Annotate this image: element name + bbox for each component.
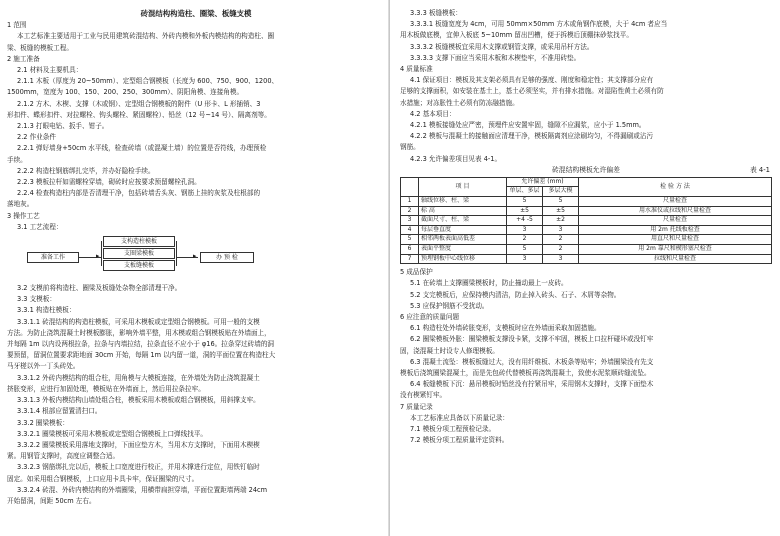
- row-method: 拉线和尺量检查: [579, 254, 772, 264]
- row-number: 5: [401, 235, 419, 245]
- row-item: 轴线位移、柱、梁: [419, 197, 507, 207]
- text-line: 3.3.3.3 支撑下面应当采用木板和木楔垫牢，不准用砖垫。: [410, 53, 581, 62]
- header-item: 项 目: [419, 177, 507, 196]
- text-line: 固，浇混凝土时设专人修理模板。: [400, 346, 499, 355]
- table-body: [401, 197, 772, 264]
- row-number: 7: [401, 254, 419, 264]
- row-number: 2: [401, 206, 419, 216]
- text-line: 2.2 作业条件: [17, 133, 56, 142]
- text-line: 4.2 基本项目：: [410, 109, 456, 118]
- text-line: 3.3.2.3 钢筋绑扎完以后，模板上口宽度进行校正，并用木撑进行定位，用铁钉临时: [17, 463, 260, 472]
- text-line: 用木板做底模，宜伸入板底 5~10mm 留出凹槽，便于拆模后顶棚抹砂浆找平。: [400, 31, 633, 40]
- row-item: 每层垂直度: [419, 225, 507, 235]
- text-line: 3.3.1 构造柱模板：: [17, 306, 76, 315]
- table-row: [401, 245, 772, 255]
- table-header-row: [401, 177, 772, 187]
- row-tolerance-large: 3: [543, 225, 579, 235]
- row-tolerance-single: 3: [507, 225, 543, 235]
- table-row: [401, 216, 772, 226]
- text-line: 模板后浇筑圈梁混凝土，而是先包砖代替模板再浇筑混凝土，致使水泥浆顺砖缝流坠。: [400, 369, 651, 378]
- text-line: 4.2.1 模板接缝处应严密，预埋件应安置牢固，缝隙不应漏浆，应小于 1.5mm。: [410, 121, 646, 130]
- text-line: 5.3 应保护钢筋不受扰动。: [410, 301, 489, 310]
- text-line: 4.1 保证项目：模板及其支架必须具有足够的强度、刚度和稳定性；其支撑部分应有: [410, 76, 654, 85]
- table-row: [401, 197, 772, 207]
- tolerance-table: [400, 177, 772, 264]
- text-line: 6.3 混凝土流坠：模板板缝过大，没有用纤维板、木板条等贴牢；外墙圈梁没有先支: [410, 357, 654, 366]
- row-number: 4: [401, 225, 419, 235]
- text-line: 落地灰。: [7, 200, 34, 209]
- text-line: 2.2.4 检查构造柱内部是否清理干净，包括砖墙舌头灰、钢筋上挂的灰浆及柱根部的: [17, 189, 261, 198]
- flow-bracket-left: [101, 241, 102, 266]
- text-line: 2.1.2 方木、木楔、支撑（木或钢）、定型组合钢模板的附件（U 形卡、L 形插销、3: [17, 99, 261, 108]
- row-number: 1: [401, 197, 419, 207]
- text-line: 固定。如采用组合钢模板，上口应用卡具卡牢，保证圈梁的尺寸。: [7, 474, 199, 483]
- header-tolerance: 允许偏差 (mm): [507, 177, 579, 187]
- text-line: 2.1.3 打眼电钻、扳手、钳子。: [17, 122, 109, 131]
- text-line: 要预留，留洞位置要求距地面 30cm 开始，每隔 1m 以内留一道，洞的平面位置在构造柱大: [7, 351, 276, 360]
- table-row: [401, 254, 772, 264]
- text-line: 7 质量记录: [400, 402, 433, 411]
- text-line: 3.3.3.1 板缝宽度为 4cm，可用 50mm×50mm 方木或角钢作底模，大于 4cm 者应当: [410, 20, 668, 29]
- row-item: 截面尺寸、柱、梁: [419, 216, 507, 226]
- table-caption: [400, 165, 772, 176]
- arrow-right-icon: ▸: [96, 252, 100, 261]
- row-tolerance-large: 3: [543, 254, 579, 264]
- text-line: 4.2.3 允许偏差项目见表 4-1。: [410, 154, 502, 163]
- left-text-block-a: [7, 20, 385, 233]
- header-single-multi: 单层、多层: [507, 187, 543, 197]
- text-line: 并每隔 1m 以内设两根拉条，拉条与内墙拉结，拉条直径不应小于 φ16。拉条穿过砖墙的洞: [7, 340, 275, 349]
- text-line: 3.3.1.2 外砖内模结构的组合柱，用角模与大模板连接，在外墙处为防止浇筑混凝土: [17, 373, 260, 382]
- flow-box-slab-seam-formwork: 支板缝模板: [103, 260, 175, 271]
- text-line: 7.2 模板分项工程质量评定资料。: [410, 436, 509, 445]
- left-text-block-b: [7, 283, 385, 507]
- text-line: 6 应注意的质量问题: [400, 313, 460, 321]
- text-line: 梁、板缝的模板工程。: [7, 43, 73, 52]
- row-method: 用水准仪或拉线和尺量检查: [579, 206, 772, 216]
- text-line: 3.1 工艺流程：: [17, 222, 63, 231]
- text-line: 3.3.3.2 板缝模板宜采用木支撑或钢管支撑，或采用吊杆方法。: [410, 42, 594, 51]
- row-method: 尺量检查: [579, 216, 772, 226]
- text-line: 2 施工准备: [7, 54, 40, 63]
- text-line: 2.1.1 木板（厚度为 20~50mm）、定型组合钢模板（长度为 600、750、900、1200、: [17, 77, 279, 86]
- text-line: 3.3.1.1 砖混结构的构造柱模板，可采用木模板或定型组合钢模板。可用一般的支模: [17, 317, 260, 326]
- row-tolerance-large: 2: [543, 235, 579, 245]
- flow-bracket-right: [176, 241, 177, 266]
- text-line: 3.3.2.2 圈梁模板采用落地支撑时，下面应垫方木，当用木方支撑时，下面用木楔楔: [17, 440, 260, 449]
- text-line: 紧。用钢管支撑时，高度应调整合适。: [7, 452, 120, 461]
- flow-end-box: 办 预 检: [200, 252, 254, 263]
- text-line: 6.1 构造柱处外墙砖胀变形，支模板时应在外墙面采取加固措施。: [410, 324, 601, 333]
- text-line: 马牙槎以外一丁头砖处。: [7, 362, 80, 371]
- flow-box-beam-formwork: 支圈梁模板: [103, 248, 175, 259]
- row-item: 预埋钢板中心线位移: [419, 254, 507, 264]
- text-line: 5.2 支完模板后，应保持模内清洁，防止掉入砖头、石子、木屑等杂物。: [410, 290, 621, 299]
- row-item: 表面平整度: [419, 245, 507, 255]
- row-method: 用 2m 靠尺和楔形塞尺检查: [579, 245, 772, 255]
- row-tolerance-single: ±5: [507, 206, 543, 216]
- document-title: 砖混结构构造柱、圈梁、板缝支模: [140, 9, 252, 18]
- flow-box-column-formwork: 支构造柱模板: [103, 236, 175, 247]
- text-line: 没有楔紧钉牢。: [400, 391, 447, 400]
- text-line: 本工艺标准应具备以下质量记录：: [410, 413, 509, 422]
- text-line: 开始留洞，间距 50cm 左右。: [7, 496, 96, 505]
- flow-start-box: 准备工作: [27, 252, 79, 263]
- row-tolerance-large: 5: [543, 197, 579, 207]
- text-line: 1500mm，宽度为 100、150、200、250、300mm）、阴阳角模、连接角模。: [7, 88, 244, 97]
- table-row: [401, 225, 772, 235]
- text-line: 2.2.3 模板拉杆如需螺栓穿墙，砌砖时应按要求预留螺栓孔洞。: [17, 178, 201, 187]
- arrow-right-icon: ▸: [193, 252, 197, 261]
- text-line: 3.3.1.3 外板内模结构山墙处组合柱，模板采用木模板或组合钢模板，用斜撑支牢。: [17, 396, 260, 405]
- text-line: 本工艺标准主要适用于工业与民用建筑砖混结构、外砖内模和外板内模结构的构造柱、圈: [17, 32, 275, 41]
- right-page: [390, 0, 780, 536]
- left-column: [7, 8, 385, 507]
- row-tolerance-large: ±5: [543, 206, 579, 216]
- text-line: 3.3.2.4 砖混、外砖内模结构的外墙圈梁，用横带扁担穿墙，平面位置距墙两端 24cm: [17, 485, 268, 494]
- row-tolerance-single: 5: [507, 245, 543, 255]
- text-line: 方法。为防止浇筑混凝土时模板膨胀，影响外墙平整，用木模或组合钢模板贴在外墙面上，: [7, 328, 271, 337]
- row-number: 6: [401, 245, 419, 255]
- header-no: [401, 177, 419, 196]
- row-tolerance-large: 2: [543, 245, 579, 255]
- text-line: 4.2.2 模板与混凝土的接触面应清理干净，模板隔离剂应涂刷均匀，不得漏刷或沾污: [410, 132, 654, 141]
- right-text-block-b: [400, 267, 772, 446]
- text-line: 1 范围: [7, 21, 27, 30]
- row-item: 标 高: [419, 206, 507, 216]
- process-flow-chart: [7, 235, 385, 279]
- row-tolerance-single: 2: [507, 235, 543, 245]
- row-tolerance-single: 5: [507, 197, 543, 207]
- text-line: 3.3 支模板：: [17, 295, 56, 304]
- row-method: 尺量检查: [579, 197, 772, 207]
- text-line: 4 质量标准: [400, 65, 433, 74]
- text-line: 2.2.1 弹好墙身+50cm 水平线，检查砖墙（或混凝土墙）的位置是否符线，办理预检: [17, 144, 267, 153]
- row-tolerance-large: ±2: [543, 216, 579, 226]
- text-line: 足够的支撑面积，如安装在基土上，基土必须坚实，并有排水措施。对湿陷性黄土必须有防: [400, 87, 664, 96]
- text-line: 5.1 在砖墙上支撑圈梁模板时，防止撞动最上一皮砖。: [410, 279, 568, 288]
- text-line: 3.3.3 板缝模板：: [410, 9, 462, 17]
- text-line: 2.1 材料及主要机具：: [17, 66, 83, 75]
- table-row: [401, 206, 772, 216]
- row-method: 用直尺和尺量检查: [579, 235, 772, 245]
- row-tolerance-single: 3: [507, 254, 543, 264]
- table-row: [401, 235, 772, 245]
- header-large-formwork: 多层大模: [543, 187, 579, 197]
- text-line: 7.1 模板分项工程预检记录。: [410, 425, 496, 434]
- text-line: 3.2 支模前将构造柱、圈梁及板缝处杂物全部清理干净。: [17, 284, 182, 293]
- row-tolerance-single: +4 -5: [507, 216, 543, 226]
- header-method: 检 验 方 法: [579, 177, 772, 196]
- text-line: 水措施；对冻胀性土必须有防冻融措施。: [400, 98, 519, 107]
- right-column: [400, 8, 772, 446]
- text-line: 6.2 圈梁模板外胀：圈梁模板支撑没卡紧，支撑不牢固，模板上口拉杆碰坏或没钉牢: [410, 335, 654, 344]
- text-line: 3.3.1.4 根部应留置清扫口。: [17, 407, 102, 416]
- text-line: 挤胀变形，应进行加固处理，模板贴在外墙面上，然后用拉条拉牢。: [7, 384, 205, 393]
- row-item: 相邻两板表面高低差: [419, 235, 507, 245]
- text-line: 形扣件、蝶形扣件、对拉螺栓、钩头螺栓、紧固螺栓）、铅丝（12 号~14 号）、隔离剂等。: [7, 110, 271, 119]
- table-title: 砖混结构模板允许偏差: [552, 165, 620, 174]
- text-line: 钢筋。: [400, 143, 420, 152]
- text-line: 2.2.2 构造柱钢筋绑扎完毕，并办好隐检手续。: [17, 166, 155, 175]
- text-line: 3 操作工艺: [7, 211, 40, 220]
- text-line: 3.3.2.1 圈梁模板可采用木模板或定型组合钢模板上口弹线找平。: [17, 429, 208, 438]
- row-number: 3: [401, 216, 419, 226]
- text-line: 6.4 板缝模板下沉：悬吊模板时铅丝没有拧紧吊牢，采用钢木支撑时，支撑下面垫木: [410, 380, 654, 389]
- text-line: 5 成品保护: [400, 268, 433, 277]
- table-number: 表 4-1: [749, 165, 770, 174]
- text-line: 手续。: [7, 155, 27, 164]
- row-method: 用 2m 托线板检查: [579, 225, 772, 235]
- right-text-block-a: [400, 8, 772, 165]
- text-line: 3.3.2 圈梁模板：: [17, 418, 69, 427]
